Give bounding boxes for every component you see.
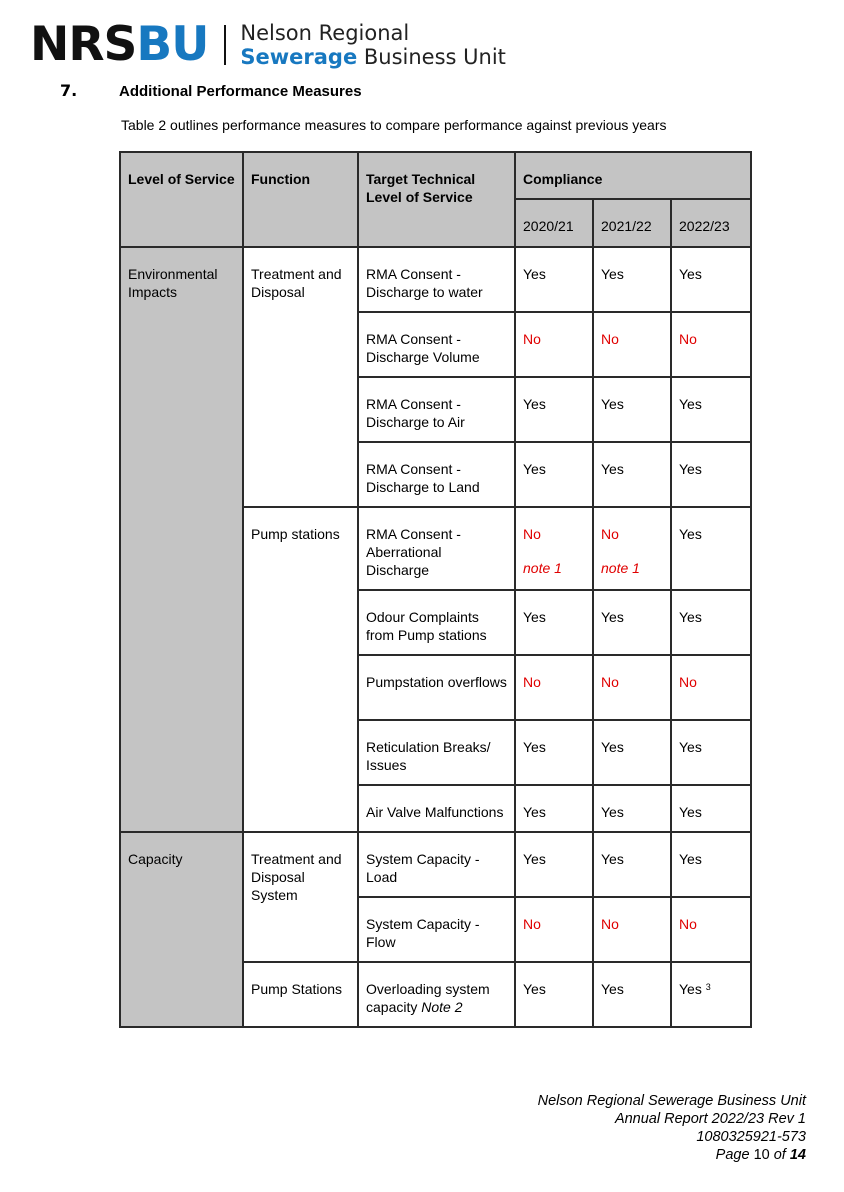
value-text: No	[601, 526, 619, 542]
header-compliance: Compliance	[515, 152, 751, 199]
logo-mark-nrs: NRS	[30, 17, 137, 72]
value-cell: Yes	[515, 832, 593, 897]
value-cell	[671, 962, 751, 1027]
value-cell: Yes	[671, 832, 751, 897]
value-cell: Yes	[515, 247, 593, 312]
target-cell: RMA Consent - Discharge Volume	[358, 312, 515, 377]
value-cell: No	[515, 655, 593, 720]
value-cell: No	[671, 897, 751, 962]
value-text: No	[523, 526, 541, 542]
section-title: Additional Performance Measures	[119, 83, 362, 100]
value-cell: Yes	[515, 720, 593, 785]
target-cell: RMA Consent - Aberrational Discharge	[358, 507, 515, 590]
value-cell: No	[515, 312, 593, 377]
value-cell: Yes	[593, 832, 671, 897]
value-cell: No	[593, 897, 671, 962]
value-cell: Yes	[671, 247, 751, 312]
header-year-2020-21: 2020/21	[515, 199, 593, 247]
value-cell: No	[671, 655, 751, 720]
value-cell	[593, 507, 671, 590]
value-cell: Yes	[671, 590, 751, 655]
page-footer	[538, 1092, 806, 1164]
value-cell: Yes	[593, 442, 671, 507]
value-cell: Yes	[593, 377, 671, 442]
function-pump-stations-capacity: Pump Stations	[243, 962, 358, 1027]
footer-report: Annual Report 2022/23 Rev 1	[614, 1111, 806, 1127]
performance-measures-table	[119, 151, 752, 1028]
footnote-marker: 3	[705, 982, 711, 992]
value-cell: Yes	[671, 377, 751, 442]
header-row	[120, 152, 751, 199]
footer-doc-id: 1080325921-573	[696, 1129, 806, 1145]
page-label: Page	[715, 1147, 754, 1163]
value-cell: No	[671, 312, 751, 377]
target-cell: System Capacity - Flow	[358, 897, 515, 962]
logo-mark	[30, 18, 208, 72]
header-function: Function	[243, 152, 358, 247]
note-ref: note 1	[601, 560, 640, 576]
header-level-of-service: Level of Service	[120, 152, 243, 247]
target-cell: RMA Consent - Discharge to water	[358, 247, 515, 312]
target-cell: System Capacity - Load	[358, 832, 515, 897]
target-text: Overloading system capacity	[366, 981, 490, 1015]
header-year-2021-22: 2021/22	[593, 199, 671, 247]
section-number: 7.	[60, 81, 78, 100]
value-cell: No	[515, 897, 593, 962]
note-ref: note 1	[523, 560, 562, 576]
target-cell: RMA Consent - Discharge to Air	[358, 377, 515, 442]
target-note: Note 2	[421, 999, 463, 1015]
target-cell: RMA Consent - Discharge to Land	[358, 442, 515, 507]
target-cell: Air Valve Malfunctions	[358, 785, 515, 832]
value-cell: Yes	[515, 377, 593, 442]
level-environmental-impacts: Environmental Impacts	[120, 247, 243, 832]
section-intro: Table 2 outlines performance measures to compare performance against previous years	[121, 117, 667, 133]
value-cell: Yes	[671, 785, 751, 832]
value-cell: Yes	[593, 590, 671, 655]
value-cell	[515, 507, 593, 590]
logo-line-2-bold: Sewerage	[240, 45, 358, 69]
value-cell: Yes	[593, 720, 671, 785]
target-cell: Odour Complaints from Pump stations	[358, 590, 515, 655]
value-cell: No	[593, 655, 671, 720]
footer-org: Nelson Regional Sewerage Business Unit	[537, 1093, 806, 1109]
target-cell	[358, 962, 515, 1027]
value-text: Yes	[679, 981, 702, 997]
target-cell: Pumpstation overflows	[358, 655, 515, 720]
value-cell: Yes	[671, 507, 751, 590]
level-capacity: Capacity	[120, 832, 243, 1027]
footer-page-number	[538, 1146, 806, 1164]
page-of: of	[769, 1147, 790, 1163]
logo-line-2-rest: Business Unit	[357, 45, 506, 69]
function-pump-stations: Pump stations	[243, 507, 358, 832]
logo-text	[240, 21, 506, 69]
logo-divider	[224, 25, 226, 65]
table-row	[120, 247, 751, 312]
logo-line-2	[240, 45, 506, 69]
logo-line-1: Nelson Regional	[240, 21, 410, 45]
value-cell: Yes	[671, 720, 751, 785]
value-cell: No	[593, 312, 671, 377]
value-cell: Yes	[515, 962, 593, 1027]
page-current: 10	[753, 1147, 770, 1163]
value-cell: Yes	[671, 442, 751, 507]
value-cell: Yes	[515, 785, 593, 832]
header-year-2022-23: 2022/23	[671, 199, 751, 247]
logo-mark-bu: BU	[136, 17, 209, 72]
nrsbu-logo	[30, 18, 506, 72]
function-treatment-and-disposal-system: Treatment and Disposal System	[243, 832, 358, 962]
function-treatment-and-disposal: Treatment and Disposal	[243, 247, 358, 507]
value-cell: Yes	[593, 247, 671, 312]
value-cell: Yes	[593, 785, 671, 832]
value-cell: Yes	[515, 590, 593, 655]
value-cell: Yes	[515, 442, 593, 507]
page-total: 14	[789, 1147, 806, 1163]
header-target: Target Technical Level of Service	[358, 152, 515, 247]
value-cell: Yes	[593, 962, 671, 1027]
target-cell: Reticulation Breaks/ Issues	[358, 720, 515, 785]
table-row	[120, 832, 751, 897]
